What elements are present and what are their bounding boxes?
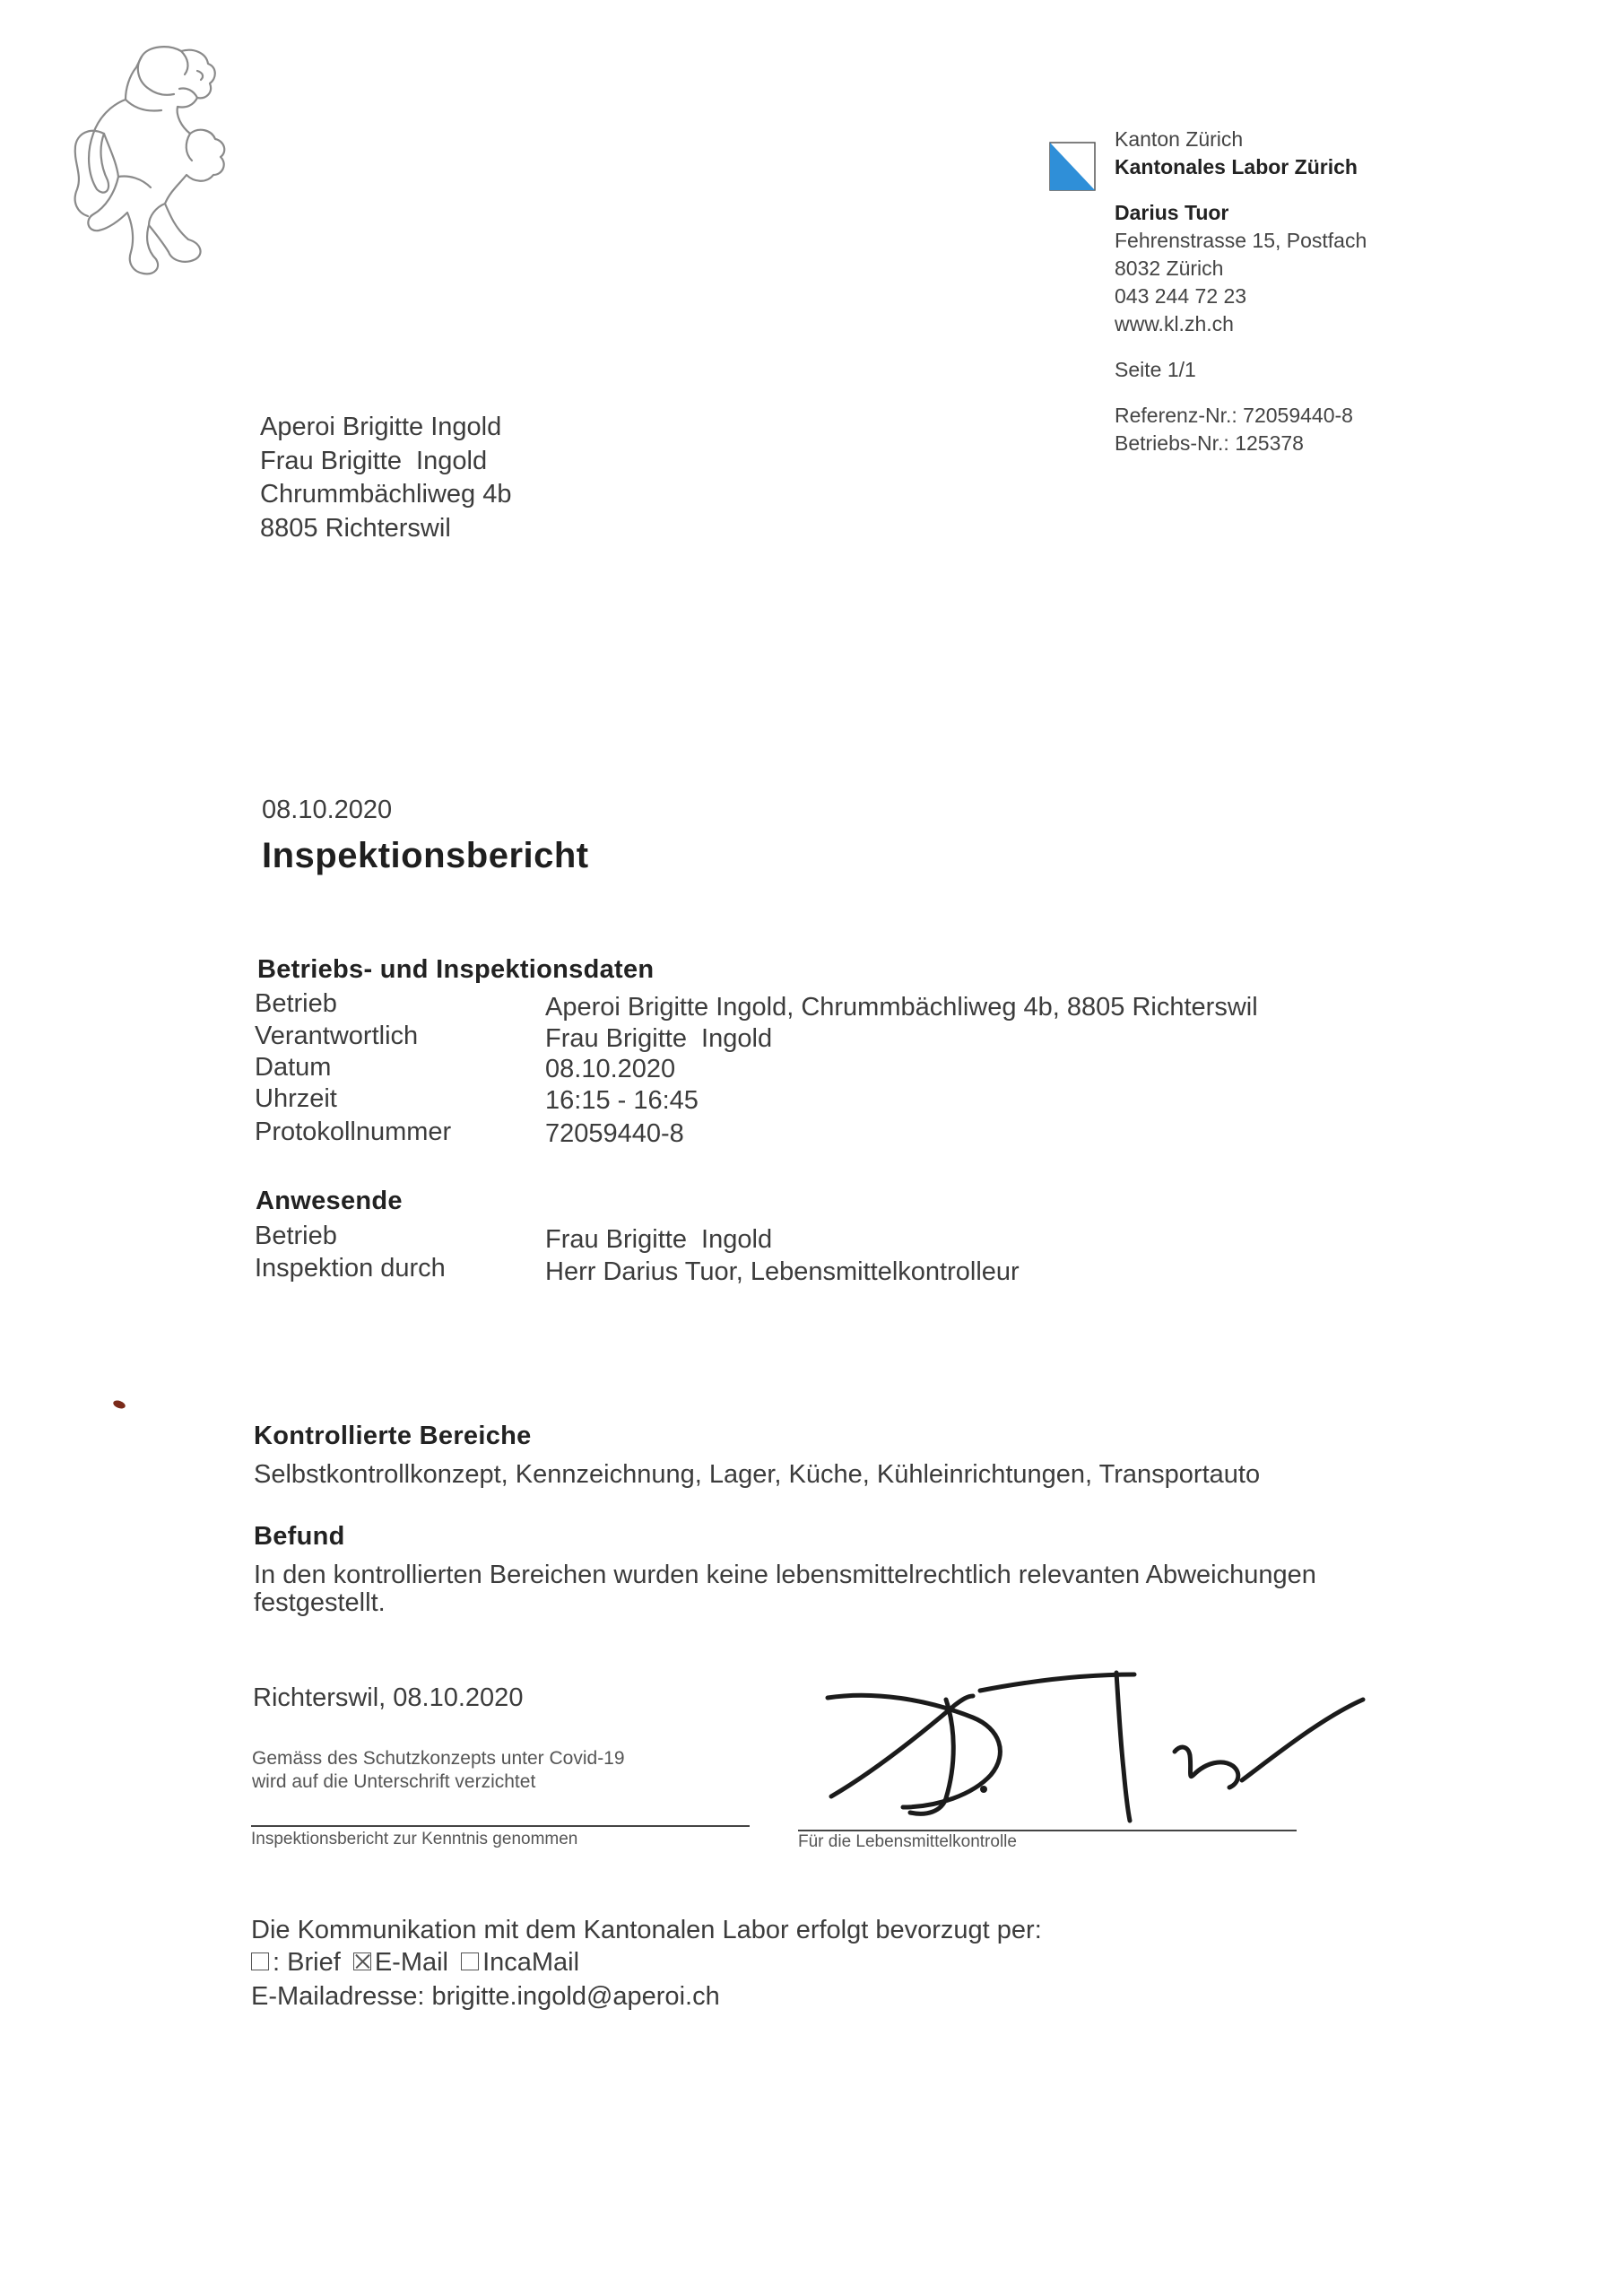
sender-phone: 043 244 72 23	[1115, 284, 1247, 308]
document-date: 08.10.2020	[262, 796, 393, 824]
bereiche-text: Selbstkontrollkonzept, Kennzeichnung, Lager, Küche, Kühleinrichtungen, Transportauto	[254, 1460, 1261, 1489]
sender-city: 8032 Zürich	[1115, 257, 1224, 280]
betriebsdaten-label: Verantwortlich	[255, 1022, 419, 1050]
covid-note-line-2: wird auf die Unterschrift verzichtet	[252, 1771, 536, 1792]
betriebsdaten-value: Aperoi Brigitte Ingold, Chrummbächliweg 4b, 8805 Richterswil	[545, 993, 1258, 1022]
reference-number: Referenz-Nr.: 72059440-8	[1115, 404, 1353, 427]
signature-line-left	[251, 1825, 750, 1827]
betriebsdaten-value: 16:15 - 16:45	[545, 1086, 699, 1115]
document-title: Inspektionsbericht	[262, 836, 589, 875]
scan-mark	[112, 1399, 126, 1410]
section-heading-anwesende: Anwesende	[256, 1187, 403, 1215]
sender-web: www.kl.zh.ch	[1115, 312, 1234, 335]
communication-options: : Brief E-Mail IncaMail	[251, 1948, 579, 1978]
zurich-lion-logo	[63, 40, 251, 283]
covid-note-line-1: Gemäss des Schutzkonzepts unter Covid-19	[252, 1748, 625, 1769]
betriebsdaten-label: Betrieb	[255, 989, 337, 1018]
email-checkbox-checked[interactable]	[353, 1952, 371, 1970]
brief-checkbox[interactable]	[251, 1952, 269, 1970]
anwesende-label: Inspektion durch	[255, 1254, 446, 1283]
email-address-line: E-Mailadresse: brigitte.ingold@aperoi.ch	[251, 1982, 720, 2011]
betriebsdaten-value: 72059440-8	[545, 1119, 684, 1148]
signature-caption-right: Für die Lebensmittelkontrolle	[798, 1832, 1017, 1851]
recipient-line-4: 8805 Richterswil	[260, 513, 451, 543]
betriebsdaten-label: Uhrzeit	[255, 1084, 337, 1113]
sender-street: Fehrenstrasse 15, Postfach	[1115, 229, 1367, 252]
business-number: Betriebs-Nr.: 125378	[1115, 431, 1304, 455]
anwesende-value: Herr Darius Tuor, Lebensmittelkontrolleur	[545, 1257, 1020, 1286]
recipient-line-1: Aperoi Brigitte Ingold	[260, 413, 502, 441]
place-date: Richterswil, 08.10.2020	[253, 1683, 524, 1712]
sender-block	[1115, 126, 1367, 457]
anwesende-value: Frau Brigitte Ingold	[545, 1225, 773, 1254]
communication-intro: Die Kommunikation mit dem Kantonalen Labor erfolgt bevorzugt per:	[251, 1916, 1042, 1944]
section-heading-befund: Befund	[254, 1522, 345, 1551]
option-email-label: E-Mail	[374, 1948, 448, 1977]
incamail-checkbox[interactable]	[461, 1952, 479, 1970]
section-heading-betriebsdaten: Betriebs- und Inspektionsdaten	[257, 955, 655, 984]
signature-caption-left: Inspektionsbericht zur Kenntnis genommen	[251, 1830, 578, 1848]
section-heading-bereiche: Kontrollierte Bereiche	[254, 1422, 532, 1450]
sender-office: Kantonales Labor Zürich	[1115, 155, 1358, 178]
option-brief-label: Brief	[287, 1948, 341, 1977]
option-incamail-label: IncaMail	[482, 1948, 580, 1977]
betriebsdaten-label: Datum	[255, 1053, 332, 1082]
handwritten-signature	[820, 1664, 1376, 1825]
zurich-canton-flag-icon	[1049, 142, 1096, 191]
page-number: Seite 1/1	[1115, 358, 1196, 381]
betriebsdaten-value: 08.10.2020	[545, 1055, 676, 1083]
anwesende-label: Betrieb	[255, 1222, 337, 1250]
befund-line-2: festgestellt.	[254, 1588, 386, 1617]
betriebsdaten-value: Frau Brigitte Ingold	[545, 1024, 773, 1053]
befund-line-1: In den kontrollierten Bereichen wurden keine lebensmittelrechtlich relevanten Abweichungen	[254, 1561, 1316, 1589]
signature-line-right	[798, 1830, 1297, 1831]
recipient-line-3: Chrummbächliweg 4b	[260, 480, 512, 509]
recipient-line-2: Frau Brigitte Ingold	[260, 446, 488, 475]
covid-note	[252, 1747, 625, 1794]
sender-canton: Kanton Zürich	[1115, 127, 1244, 151]
betriebsdaten-label: Protokollnummer	[255, 1118, 452, 1146]
sender-person: Darius Tuor	[1115, 201, 1229, 224]
recipient-address	[260, 411, 511, 545]
